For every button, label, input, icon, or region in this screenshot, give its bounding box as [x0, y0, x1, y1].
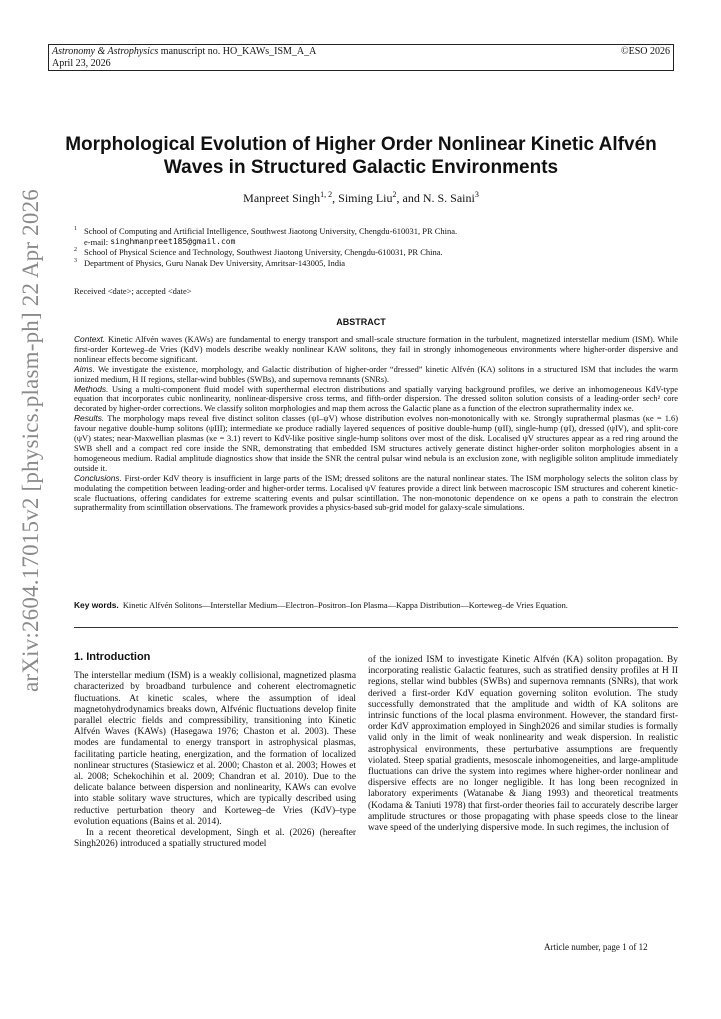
- abstract-methods: [74, 385, 678, 415]
- affiliation-text: Department of Physics, Guru Nanak Dev University, Amritsar-143005, India: [84, 257, 346, 268]
- affiliation-number-blank: [74, 235, 84, 246]
- keywords-text: Kinetic Alfvén Solitons—Interstellar Medium—Electron–Positron–Ion Plasma—Kappa Distribution—Korteweg–de Vries Equation.: [122, 601, 568, 610]
- affiliation-number: 1: [74, 226, 77, 232]
- email-address[interactable]: singhmanpreet185@gmail.com: [110, 236, 236, 246]
- abstract-divider: [74, 627, 678, 628]
- abstract-aims: [74, 365, 678, 385]
- affiliation-2: [74, 247, 674, 258]
- page-footer: Article number, page 1 of 12: [544, 942, 648, 952]
- right-column: [368, 655, 678, 834]
- affiliation-text: School of Physical Science and Technology, Southwest Jiaotong University, Chengdu-610031, PR China.: [84, 247, 443, 257]
- author-3-affil: 3: [474, 190, 479, 199]
- conclusions-text: First-order KdV theory is insufficient in large parts of the ISM; dressed solitons are the natural nonlinear states. The ISM morphology selects the soliton class by modulating the competition between leading-order and higher-order terms. Localised ψV features provide a direct link between macroscopic ISM structures and coherent kinetic-scale fluctuations, offering candidates for extreme scattering events and pulsar scintillation. The non-monotonic dependence on κe opens a path to constrain the electron suprathermality from scintillation observations. The framework provides a physics-based sub-grid model for galaxy-scale simulations.: [74, 473, 678, 513]
- abstract-body: [74, 335, 678, 513]
- conclusions-label: Conclusions.: [74, 472, 122, 483]
- affiliation-number: 2: [74, 247, 77, 253]
- journal-line: [52, 46, 316, 58]
- author-2: , Siming Liu: [332, 191, 393, 205]
- left-column: [74, 652, 356, 850]
- affiliation-1: [74, 226, 674, 237]
- aims-text: We investigate the existence, morphology, and Galactic distribution of higher-order “dressed” kinetic Alfvén (KA) solitons in a structured ISM that includes the warm ionized medium, H II regions, stellar-wind bubbles (SWBs), and supernova remnants (SNRs).: [74, 364, 678, 384]
- journal-name: Astronomy & Astrophysics: [52, 46, 159, 57]
- arxiv-id: arXiv:2604.17015v2 [physics.plasm-ph] 22 Apr 2026: [18, 189, 43, 692]
- aims-label: Aims.: [74, 363, 95, 374]
- author-2-affil: 2: [392, 190, 397, 199]
- author-1: Manpreet Singh: [243, 191, 321, 205]
- results-label: Results.: [74, 413, 105, 424]
- abstract-conclusions: [74, 474, 678, 514]
- affiliation-number: 3: [74, 257, 77, 264]
- received-line: Received <date>; accepted <date>: [74, 286, 192, 296]
- affiliation-text: School of Computing and Artificial Intelligence, Southwest Jiaotong University, Chengdu-610031, PR China.: [84, 226, 458, 236]
- abstract-context: [74, 335, 678, 365]
- keywords-label: Key words.: [74, 600, 119, 610]
- manuscript-id: manuscript no. HO_KAWs_ISM_A_A: [160, 46, 317, 57]
- abstract-results: [74, 414, 678, 473]
- paper-title: Morphological Evolution of Higher Order Nonlinear Kinetic Alfvén Waves in Structured Galactic Environments: [65, 134, 657, 178]
- intro-paragraph-1: The interstellar medium (ISM) is a weakly collisional, magnetized plasma characterized by broadband turbulence and coherent electromagnetic fluctuations. At kinetic scales, where the assumption of ideal magnetohydrodynamics breaks down, Alfvénic fluctuations develop finite parallel electric fields and compressibility, transitioning into Kinetic Alfvén Waves (KAWs) (Hasegawa 1976; Chaston et al. 2003). These modes are fundamental to energy transport in astrophysical plasmas, facilitating particle heating, energization, and the formation of localized nonlinear structures (Stasiewicz et al. 2000; Chaston et al. 2003; Howes et al. 2008; Schekochihin et al. 2009; Chandran et al. 2010). Due to the delicate balance between dispersion and nonlinearity, KAWs can evolve into stable solitary wave structures, which are typically described using reductive perturbation theory and Korteweg–de Vries (KdV)–type evolution equations (Bains et al. 2014).: [74, 671, 356, 827]
- journal-header-box: [48, 44, 674, 71]
- email-label: e-mail:: [84, 236, 109, 247]
- methods-label: Methods.: [74, 383, 109, 394]
- affiliations: [74, 226, 674, 268]
- context-label: Context.: [74, 334, 106, 344]
- author-1-affil: 1, 2: [320, 190, 333, 199]
- abstract-heading: ABSTRACT: [336, 317, 386, 327]
- header-date: April 23, 2026: [52, 58, 111, 69]
- affiliation-email: [74, 237, 674, 248]
- intro-paragraph-2: In a recent theoretical development, Singh et al. (2026) (hereafter Singh2026) introduced a spatially structured model: [74, 828, 356, 850]
- methods-text: Using a multi-component fluid model with superthermal electron distributions and spatially varying background profiles, we derive an inhomogeneous KdV-type equation that incorporates cubic nonlinearity, nonlinear-dispersive cross terms, and fifth-order dispersion. The dressed soliton solution consists of a leading-order sech² core decorated by higher-order corrections. We classify soliton morphologies and map them across the Galactic plane as a function of the electron suprathermality index κe.: [74, 384, 678, 414]
- author-list: [40, 190, 682, 206]
- context-text: Kinetic Alfvén waves (KAWs) are fundamental to energy transport and small-scale structure formation in the turbulent, magnetized interstellar medium (ISM). While first-order Korteweg–de Vries (KdV) models describe weakly nonlinear KAW solitons, they fail in strongly inhomogeneous environments where higher-order dispersive and nonlinear effects become significant.: [74, 335, 678, 364]
- author-3: , and N. S. Saini: [396, 191, 475, 205]
- section-heading: 1. Introduction: [74, 651, 151, 663]
- intro-paragraph-continued: of the ionized ISM to investigate Kinetic Alfvén (KA) soliton propagation. By incorporating realistic Galactic features, such as stratified density profiles at H II regions, stellar wind bubbles (SWBs) and supernova remnants (SNRs), that work derived a first-order KdV equation governing soliton evolution. The study successfully demonstrated that the amplitude and width of KA solitons are intrinsic functions of the local plasma environment. However, the standard first-order KdV approximation employed in Singh2026 and similar studies is formally valid only in the limit of weak nonlinearity and weak dispersion. In realistic astrophysical environments, these perturbative assumptions are frequently violated. Steep spatial gradients, mesoscale inhomogeneities, and large-amplitude fluctuations can drive the system into regimes where higher-order nonlinear and dispersive effects are no longer negligible. It has long been recognized in laboratory experiments (Watanabe & Jiang 1993) and theoretical treatments (Kodama & Taniuti 1978) that first-order theories fail to accurately describe larger amplitude structures or those propagating with phase speeds close to the linear wave speed of the underlying dispersive mode. In such regimes, the inclusion of: [368, 655, 678, 834]
- copyright: ©ESO 2026: [621, 46, 670, 57]
- affiliation-3: [74, 258, 674, 269]
- keywords: [74, 600, 678, 611]
- results-text: The morphology maps reveal five distinct soliton classes (ψI–ψV) whose distribution evolves non-monotonically with κe. Strongly suprathermal plasmas (κe = 1.6) favour negative double-hump solitons (ψIII); intermediate κe produce radially layered sequences of positive double-hump (ψII), single-hump (ψI), dressed (ψIV), and split-core (ψV) states; near-Maxwellian plasmas (κe = 3.1) revert to KdV-like positive single-hump solitons over most of the disk. Localised ψV structures appear as a red ring around the SWB shell and a compact red core inside the SNR, demonstrating that embedded ISM structures actively generate distinct higher-order soliton morphologies absent in a homogeneous medium. Radial amplitude diagnostics show that inside the SNR the central pulsar wind nebula is an exclusion zone, with negligible soliton amplitude immediately outside it.: [74, 414, 678, 473]
